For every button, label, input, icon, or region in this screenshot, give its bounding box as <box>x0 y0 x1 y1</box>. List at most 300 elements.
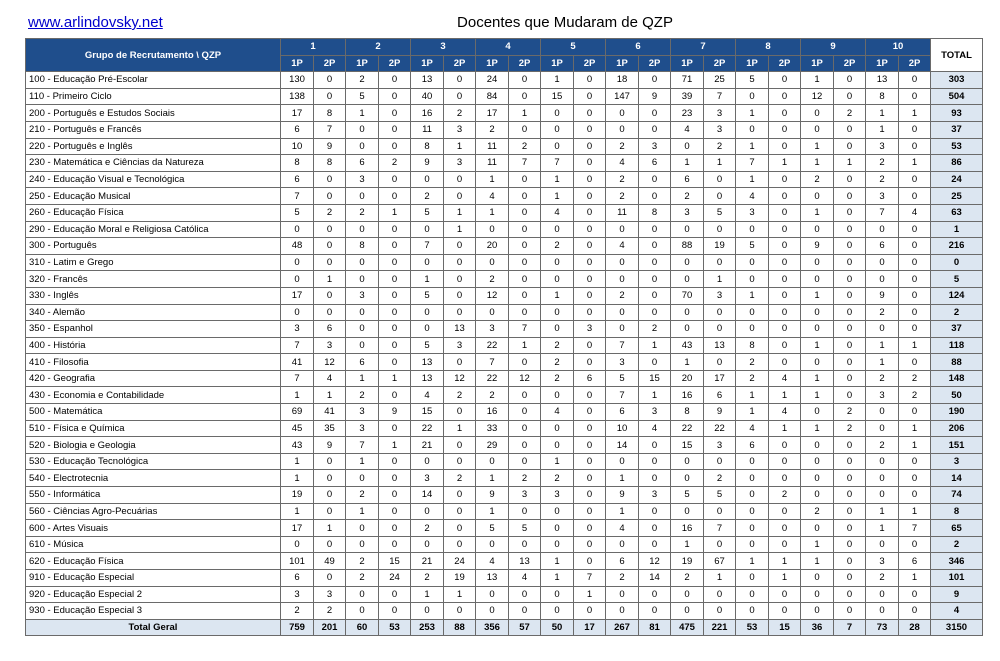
value-cell: 4 <box>736 420 769 437</box>
value-cell: 0 <box>314 72 346 89</box>
value-cell: 1 <box>769 387 801 404</box>
qzp-header: 5 <box>541 39 606 56</box>
value-cell: 0 <box>639 188 671 205</box>
row-total-cell: 25 <box>931 188 983 205</box>
total-value-cell: 475 <box>671 619 704 636</box>
value-cell: 0 <box>379 171 411 188</box>
value-cell: 0 <box>411 221 444 238</box>
row-total-cell: 65 <box>931 520 983 537</box>
value-cell: 0 <box>509 304 541 321</box>
value-cell: 0 <box>866 536 899 553</box>
value-cell: 1 <box>541 453 574 470</box>
value-cell: 22 <box>476 337 509 354</box>
value-cell: 0 <box>574 453 606 470</box>
value-cell: 8 <box>281 155 314 172</box>
value-cell: 0 <box>574 221 606 238</box>
value-cell: 6 <box>866 238 899 255</box>
value-cell: 1 <box>606 503 639 520</box>
value-cell: 1 <box>866 354 899 371</box>
value-cell: 0 <box>899 221 931 238</box>
value-cell: 6 <box>671 171 704 188</box>
value-cell: 0 <box>509 121 541 138</box>
value-cell: 0 <box>834 586 866 603</box>
value-cell: 4 <box>541 404 574 421</box>
value-cell: 0 <box>444 188 476 205</box>
value-cell: 2 <box>639 321 671 338</box>
value-cell: 1 <box>899 105 931 122</box>
value-cell: 0 <box>444 503 476 520</box>
qzp-header: 6 <box>606 39 671 56</box>
value-cell: 0 <box>281 221 314 238</box>
table-row <box>26 603 983 620</box>
value-cell: 3 <box>704 437 736 454</box>
group-cell: 400 - História <box>26 337 281 354</box>
value-cell: 2 <box>444 387 476 404</box>
value-cell: 2 <box>476 387 509 404</box>
value-cell: 23 <box>671 105 704 122</box>
value-cell: 0 <box>899 586 931 603</box>
value-cell: 4 <box>509 570 541 587</box>
value-cell: 0 <box>736 603 769 620</box>
total-value-cell: 253 <box>411 619 444 636</box>
value-cell: 2 <box>541 470 574 487</box>
value-cell: 13 <box>704 337 736 354</box>
value-cell: 22 <box>671 420 704 437</box>
value-cell: 0 <box>899 536 931 553</box>
value-cell: 3 <box>346 420 379 437</box>
value-cell: 0 <box>509 603 541 620</box>
value-cell: 43 <box>671 337 704 354</box>
value-cell: 2 <box>736 354 769 371</box>
value-cell: 0 <box>379 503 411 520</box>
value-cell: 16 <box>671 520 704 537</box>
value-cell: 29 <box>476 437 509 454</box>
value-cell: 0 <box>444 238 476 255</box>
total-value-cell: 201 <box>314 619 346 636</box>
value-cell: 0 <box>639 105 671 122</box>
value-cell: 0 <box>834 304 866 321</box>
value-cell: 0 <box>704 603 736 620</box>
value-cell: 4 <box>476 553 509 570</box>
value-cell: 0 <box>704 188 736 205</box>
value-cell: 0 <box>671 586 704 603</box>
value-cell: 0 <box>704 254 736 271</box>
value-cell: 3 <box>346 171 379 188</box>
value-cell: 0 <box>541 321 574 338</box>
value-cell: 0 <box>769 171 801 188</box>
value-cell: 67 <box>704 553 736 570</box>
value-cell: 2 <box>801 171 834 188</box>
value-cell: 1 <box>411 586 444 603</box>
value-cell: 1 <box>671 536 704 553</box>
value-cell: 0 <box>541 420 574 437</box>
value-cell: 1 <box>801 553 834 570</box>
value-cell: 2 <box>899 387 931 404</box>
row-total-cell: 8 <box>931 503 983 520</box>
total-value-cell: 60 <box>346 619 379 636</box>
value-cell: 2 <box>509 470 541 487</box>
group-cell: 530 - Educação Tecnológica <box>26 453 281 470</box>
table-row <box>26 420 983 437</box>
group-cell: 910 - Educação Especial <box>26 570 281 587</box>
value-cell: 0 <box>736 487 769 504</box>
value-cell: 1 <box>476 204 509 221</box>
sub-header: 1P <box>346 55 379 72</box>
value-cell: 0 <box>509 437 541 454</box>
value-cell: 0 <box>899 354 931 371</box>
value-cell: 0 <box>379 586 411 603</box>
value-cell: 2 <box>834 105 866 122</box>
sub-header: 1P <box>541 55 574 72</box>
value-cell: 0 <box>541 586 574 603</box>
value-cell: 0 <box>834 188 866 205</box>
value-cell: 0 <box>899 287 931 304</box>
value-cell: 5 <box>704 487 736 504</box>
value-cell: 16 <box>671 387 704 404</box>
row-total-cell: 101 <box>931 570 983 587</box>
value-cell: 13 <box>411 354 444 371</box>
value-cell: 0 <box>281 271 314 288</box>
value-cell: 48 <box>281 238 314 255</box>
value-cell: 0 <box>769 105 801 122</box>
value-cell: 1 <box>541 171 574 188</box>
value-cell: 0 <box>281 304 314 321</box>
value-cell: 0 <box>899 238 931 255</box>
value-cell: 1 <box>281 470 314 487</box>
table-row <box>26 387 983 404</box>
total-value-cell: 50 <box>541 619 574 636</box>
value-cell: 0 <box>769 603 801 620</box>
value-cell: 2 <box>411 188 444 205</box>
sub-header: 2P <box>379 55 411 72</box>
value-cell: 11 <box>606 204 639 221</box>
value-cell: 8 <box>314 105 346 122</box>
value-cell: 0 <box>314 171 346 188</box>
value-cell: 2 <box>411 570 444 587</box>
group-cell: 560 - Ciências Agro-Pecuárias <box>26 503 281 520</box>
row-total-cell: 37 <box>931 321 983 338</box>
value-cell: 0 <box>346 138 379 155</box>
row-total-cell: 303 <box>931 72 983 89</box>
value-cell: 0 <box>379 387 411 404</box>
sub-header: 2P <box>509 55 541 72</box>
value-cell: 5 <box>346 88 379 105</box>
value-cell: 22 <box>704 420 736 437</box>
value-cell: 0 <box>639 520 671 537</box>
value-cell: 5 <box>671 487 704 504</box>
value-cell: 0 <box>379 221 411 238</box>
value-cell: 0 <box>379 88 411 105</box>
total-value-cell: 53 <box>736 619 769 636</box>
value-cell: 88 <box>671 238 704 255</box>
table-row <box>26 238 983 255</box>
value-cell: 0 <box>801 121 834 138</box>
value-cell: 19 <box>444 570 476 587</box>
value-cell: 1 <box>704 570 736 587</box>
value-cell: 0 <box>606 603 639 620</box>
value-cell: 6 <box>281 121 314 138</box>
value-cell: 13 <box>411 72 444 89</box>
value-cell: 0 <box>769 221 801 238</box>
value-cell: 0 <box>834 354 866 371</box>
group-cell: 920 - Educação Especial 2 <box>26 586 281 603</box>
site-link[interactable]: www.arlindovsky.net <box>28 14 163 31</box>
qzp-header: 7 <box>671 39 736 56</box>
value-cell: 0 <box>769 503 801 520</box>
teachers-qzp-table <box>25 38 983 636</box>
sub-header: 2P <box>574 55 606 72</box>
value-cell: 0 <box>444 487 476 504</box>
row-total-cell: 206 <box>931 420 983 437</box>
value-cell: 0 <box>574 503 606 520</box>
value-cell: 0 <box>379 470 411 487</box>
value-cell: 0 <box>834 254 866 271</box>
value-cell: 0 <box>574 138 606 155</box>
value-cell: 9 <box>704 404 736 421</box>
value-cell: 0 <box>509 536 541 553</box>
value-cell: 0 <box>541 304 574 321</box>
table-row <box>26 404 983 421</box>
value-cell: 9 <box>411 155 444 172</box>
sub-header: 1P <box>606 55 639 72</box>
value-cell: 1 <box>899 337 931 354</box>
table-row <box>26 254 983 271</box>
value-cell: 8 <box>866 88 899 105</box>
value-cell: 0 <box>801 221 834 238</box>
value-cell: 1 <box>444 420 476 437</box>
value-cell: 10 <box>606 420 639 437</box>
value-cell: 5 <box>476 520 509 537</box>
value-cell: 0 <box>444 254 476 271</box>
value-cell: 2 <box>281 603 314 620</box>
value-cell: 1 <box>281 503 314 520</box>
value-cell: 0 <box>736 221 769 238</box>
value-cell: 6 <box>574 370 606 387</box>
value-cell: 0 <box>444 404 476 421</box>
value-cell: 0 <box>541 387 574 404</box>
value-cell: 24 <box>444 553 476 570</box>
value-cell: 2 <box>541 337 574 354</box>
table-row <box>26 204 983 221</box>
value-cell: 0 <box>444 520 476 537</box>
value-cell: 0 <box>834 72 866 89</box>
value-cell: 9 <box>801 238 834 255</box>
group-cell: 510 - Física e Química <box>26 420 281 437</box>
value-cell: 0 <box>899 603 931 620</box>
value-cell: 2 <box>704 470 736 487</box>
value-cell: 0 <box>444 304 476 321</box>
value-cell: 1 <box>541 553 574 570</box>
value-cell: 1 <box>444 204 476 221</box>
value-cell: 0 <box>346 536 379 553</box>
value-cell: 0 <box>704 171 736 188</box>
value-cell: 0 <box>899 404 931 421</box>
value-cell: 0 <box>606 221 639 238</box>
value-cell: 2 <box>866 437 899 454</box>
value-cell: 24 <box>476 72 509 89</box>
value-cell: 5 <box>736 238 769 255</box>
value-cell: 0 <box>834 204 866 221</box>
value-cell: 0 <box>541 254 574 271</box>
value-cell: 0 <box>509 453 541 470</box>
row-total-cell: 190 <box>931 404 983 421</box>
value-cell: 0 <box>379 536 411 553</box>
value-cell: 8 <box>671 404 704 421</box>
value-cell: 0 <box>866 221 899 238</box>
value-cell: 12 <box>801 88 834 105</box>
value-cell: 2 <box>346 387 379 404</box>
value-cell: 11 <box>476 138 509 155</box>
value-cell: 9 <box>866 287 899 304</box>
value-cell: 2 <box>671 188 704 205</box>
value-cell: 0 <box>346 470 379 487</box>
value-cell: 0 <box>606 105 639 122</box>
value-cell: 0 <box>411 603 444 620</box>
value-cell: 43 <box>281 437 314 454</box>
value-cell: 5 <box>509 520 541 537</box>
qzp-header: 10 <box>866 39 931 56</box>
value-cell: 19 <box>671 553 704 570</box>
value-cell: 15 <box>671 437 704 454</box>
value-cell: 0 <box>379 238 411 255</box>
value-cell: 147 <box>606 88 639 105</box>
value-cell: 0 <box>476 603 509 620</box>
value-cell: 0 <box>346 586 379 603</box>
value-cell: 0 <box>314 487 346 504</box>
value-cell: 2 <box>346 487 379 504</box>
value-cell: 0 <box>541 437 574 454</box>
value-cell: 0 <box>736 570 769 587</box>
value-cell: 0 <box>314 221 346 238</box>
value-cell: 0 <box>899 470 931 487</box>
value-cell: 0 <box>444 88 476 105</box>
value-cell: 12 <box>314 354 346 371</box>
value-cell: 2 <box>444 470 476 487</box>
value-cell: 0 <box>671 271 704 288</box>
value-cell: 0 <box>574 487 606 504</box>
value-cell: 0 <box>574 287 606 304</box>
value-cell: 2 <box>346 72 379 89</box>
value-cell: 0 <box>379 188 411 205</box>
value-cell: 3 <box>606 354 639 371</box>
value-cell: 0 <box>314 503 346 520</box>
value-cell: 0 <box>574 420 606 437</box>
value-cell: 0 <box>574 271 606 288</box>
value-cell: 1 <box>704 155 736 172</box>
value-cell: 0 <box>801 453 834 470</box>
value-cell: 1 <box>541 188 574 205</box>
value-cell: 1 <box>281 453 314 470</box>
value-cell: 4 <box>899 204 931 221</box>
sub-header: 2P <box>899 55 931 72</box>
value-cell: 0 <box>606 304 639 321</box>
value-cell: 0 <box>769 254 801 271</box>
value-cell: 0 <box>541 138 574 155</box>
value-cell: 0 <box>574 204 606 221</box>
value-cell: 0 <box>444 453 476 470</box>
value-cell: 0 <box>574 238 606 255</box>
value-cell: 2 <box>411 520 444 537</box>
value-cell: 41 <box>281 354 314 371</box>
row-total-cell: 14 <box>931 470 983 487</box>
table-row <box>26 570 983 587</box>
value-cell: 15 <box>379 553 411 570</box>
value-cell: 0 <box>476 536 509 553</box>
value-cell: 0 <box>704 586 736 603</box>
value-cell: 12 <box>444 370 476 387</box>
value-cell: 3 <box>411 470 444 487</box>
value-cell: 0 <box>314 238 346 255</box>
value-cell: 41 <box>314 404 346 421</box>
value-cell: 0 <box>314 304 346 321</box>
group-cell: 610 - Música <box>26 536 281 553</box>
value-cell: 0 <box>899 72 931 89</box>
value-cell: 0 <box>834 287 866 304</box>
value-cell: 0 <box>541 536 574 553</box>
value-cell: 0 <box>769 121 801 138</box>
value-cell: 1 <box>801 72 834 89</box>
value-cell: 7 <box>866 204 899 221</box>
value-cell: 0 <box>476 453 509 470</box>
value-cell: 0 <box>736 586 769 603</box>
row-total-cell: 2 <box>931 304 983 321</box>
value-cell: 0 <box>801 470 834 487</box>
value-cell: 0 <box>411 254 444 271</box>
value-cell: 0 <box>671 321 704 338</box>
value-cell: 12 <box>639 553 671 570</box>
value-cell: 0 <box>899 487 931 504</box>
value-cell: 49 <box>314 553 346 570</box>
group-cell: 340 - Alemão <box>26 304 281 321</box>
group-cell: 540 - Electrotecnia <box>26 470 281 487</box>
value-cell: 1 <box>866 503 899 520</box>
qzp-header: 2 <box>346 39 411 56</box>
value-cell: 3 <box>639 138 671 155</box>
group-cell: 520 - Biologia e Geologia <box>26 437 281 454</box>
value-cell: 1 <box>736 138 769 155</box>
value-cell: 0 <box>736 254 769 271</box>
value-cell: 0 <box>509 221 541 238</box>
value-cell: 0 <box>606 453 639 470</box>
total-value-cell: 73 <box>866 619 899 636</box>
value-cell: 0 <box>801 188 834 205</box>
value-cell: 6 <box>606 553 639 570</box>
value-cell: 0 <box>574 121 606 138</box>
value-cell: 3 <box>866 138 899 155</box>
value-cell: 0 <box>834 453 866 470</box>
value-cell: 1 <box>801 138 834 155</box>
value-cell: 130 <box>281 72 314 89</box>
value-cell: 1 <box>834 155 866 172</box>
row-total-cell: 88 <box>931 354 983 371</box>
value-cell: 0 <box>379 105 411 122</box>
value-cell: 0 <box>411 321 444 338</box>
row-total-cell: 0 <box>931 254 983 271</box>
value-cell: 0 <box>736 121 769 138</box>
table-row <box>26 354 983 371</box>
value-cell: 9 <box>639 88 671 105</box>
total-value-cell: 356 <box>476 619 509 636</box>
value-cell: 2 <box>769 487 801 504</box>
value-cell: 0 <box>379 72 411 89</box>
table-row <box>26 72 983 89</box>
value-cell: 1 <box>736 404 769 421</box>
value-cell: 0 <box>834 88 866 105</box>
value-cell: 0 <box>801 254 834 271</box>
value-cell: 2 <box>346 553 379 570</box>
value-cell: 0 <box>866 453 899 470</box>
value-cell: 0 <box>834 171 866 188</box>
